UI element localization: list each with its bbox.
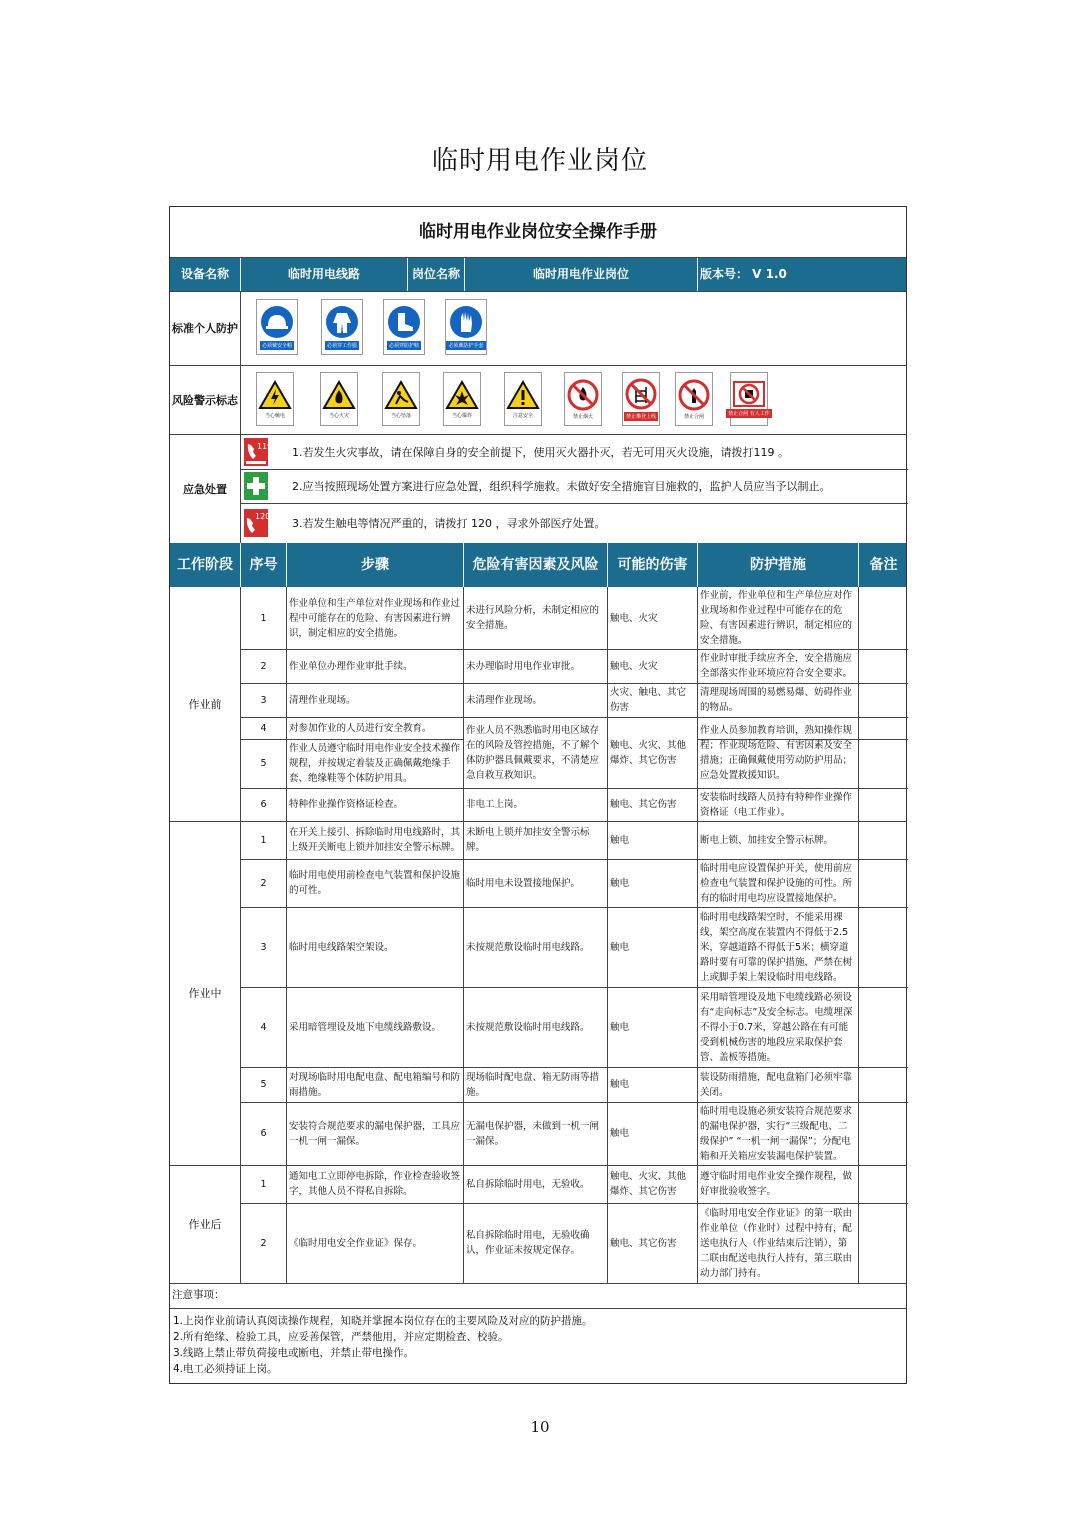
- row-hazard: 现场临时配电盘、箱无防雨等措施。: [466, 1071, 600, 1098]
- row-injury: 触电、火灾、其他爆炸、其它伤害: [610, 739, 687, 766]
- row-hazard: 未进行风险分析，未制定相应的安全措施。: [466, 605, 600, 631]
- post-value: 临时用电作业岗位: [465, 257, 698, 291]
- warning-sign: 当心触电: [256, 372, 294, 426]
- fire-warning-icon: [322, 380, 356, 410]
- page-title: 临时用电作业岗位: [431, 146, 648, 176]
- row-number: 4: [260, 722, 267, 734]
- row-injury: 触电: [610, 834, 630, 846]
- notes-title: 注意事项：: [172, 1289, 225, 1301]
- row-measure: 作业人员参加教育培训，熟知操作规程；作业现场危险、有害因素及安全措施；正确佩戴使用劳动防护用品；应急处置救援知识。: [700, 724, 853, 781]
- row-step: 清理作业现场。: [289, 694, 356, 706]
- stage-after: 作业后: [188, 1218, 222, 1231]
- row-step: 在开关上接引、拆除临时用电线路时，其上级开关断电上锁并加挂安全警示标牌。: [289, 827, 461, 853]
- row-injury: 火灾、触电、其它伤害: [610, 687, 687, 713]
- row-step: 《临时用电安全作业证》保存。: [289, 1237, 423, 1249]
- emergency-text: 3.若发生触电等情况严重的，请拨打 120 ，寻求外部医疗处置。: [292, 517, 606, 530]
- row-measure: 《临时用电安全作业证》的第一联由作业单位（作业时）过程中持有，配送电执行人（作业结束后注销），第二联由配送电执行人持有，第三联由动力部门持有。: [700, 1207, 853, 1279]
- row-number: 3: [260, 694, 267, 706]
- row-injury: 触电: [610, 1079, 630, 1090]
- emergency-text: 1.若发生火灾事故，请在保障自身的安全前提下，使用灭火器扑灭，若无可用灭火设施，请拨打119 。: [292, 445, 789, 459]
- emergency-item: [241, 434, 908, 469]
- post-label: 岗位名称: [408, 257, 465, 291]
- emergency-item: [241, 503, 908, 543]
- row-injury: 触电: [610, 1021, 630, 1033]
- no-fire-icon: [567, 379, 599, 411]
- row-step: 作业单位办理作业审批手续。: [289, 660, 413, 672]
- row-number: 3: [260, 941, 267, 953]
- caution-warning-icon: [506, 380, 540, 410]
- note-item: 1.上岗作业前请认真阅读操作规程，知晓并掌握本岗位存在的主要风险及对应的防护措施。: [173, 1315, 593, 1327]
- hard-hat-icon: [260, 305, 294, 339]
- note-item: 2.所有绝缘、检验工具，应妥善保管，严禁他用，并应定期检查、校验。: [173, 1331, 509, 1343]
- row-step: 安装符合规范要求的漏电保护器，工具应一机一闸一漏保。: [289, 1120, 461, 1147]
- row-step: 临时用电线路架空架设。: [289, 941, 394, 953]
- row-number: 6: [260, 1128, 267, 1139]
- row-number: 4: [260, 1021, 267, 1033]
- row-step: 作业单位和生产单位对作业现场和作业过程中可能存在的危险、有害因素进行辨识，制定相应的安全措施。: [289, 597, 461, 639]
- row-hazard: 未断电上锁并加挂安全警示标牌。: [466, 827, 590, 853]
- equip-value: 临时用电线路: [241, 257, 408, 291]
- row-measure: 临时用电应设置保护开关，使用前应检查电气装置和保护设施的可性。所有的临时用电均应设置接地保护。: [700, 862, 853, 904]
- stage-before: 作业前: [188, 698, 222, 711]
- electric-shock-warning-icon: [258, 380, 292, 410]
- emergency-label: 应急处置: [183, 482, 227, 496]
- row-hazard: 未办理临时用电作业审批。: [466, 660, 581, 672]
- ppe-label: 标准个人防护: [172, 322, 238, 335]
- no-touch-icon: [678, 379, 710, 411]
- note-item: 3.线路上禁止带负荷接电或断电，并禁止带电操作。: [173, 1347, 415, 1359]
- row-number: 2: [260, 660, 267, 672]
- row-hazard: 作业人员不熟悉临时用电区域存在的风险及管控措施，不了解个体防护器具佩戴要求，不清楚应急自救互救知识。: [466, 724, 600, 781]
- warning-sign: 当心爆炸: [443, 372, 481, 426]
- row-number: 2: [260, 1237, 267, 1249]
- row-number: 1: [260, 1178, 267, 1190]
- row-hazard: 私自拆除临时用电，无验收确认，作业证未按规定保存。: [466, 1230, 590, 1256]
- first-aid-icon: [244, 472, 268, 500]
- table-header: [170, 543, 906, 587]
- row-step: 采用暗管埋设及地下电缆线路敷设。: [289, 1021, 442, 1033]
- ambulance-phone-120-icon: [244, 509, 271, 537]
- note-item: 4.电工必须持证上岗。: [173, 1363, 278, 1375]
- ppe-sign: 必须戴防护手套: [445, 299, 487, 355]
- col-step: 步骤: [287, 543, 464, 587]
- row-injury: 触电、火灾: [610, 660, 658, 672]
- row-measure: 安装临时线路人员持有特种作业操作资格证（电工作业）。: [700, 791, 853, 818]
- row-hazard: 未按规范敷设临时用电线路。: [466, 1021, 590, 1033]
- row-measure: 临时用电线路架空时，不能采用裸线，架空高度在装置内不得低于2.5米，穿越道路不得低于5米；横穿道路时要有可靠的保护措施，严禁在树上或脚手架上架设临时用电线路。: [700, 911, 853, 983]
- row-number: 5: [260, 758, 267, 769]
- col-injury: 可能的伤害: [608, 543, 698, 587]
- row-hazard: 无漏电保护器，未做到一机一闸一漏保。: [466, 1120, 600, 1147]
- row-hazard: 私自拆除临时用电，无验收。: [466, 1178, 590, 1190]
- row-injury: 触电: [610, 1128, 630, 1139]
- row-injury: 触电、其它伤害: [610, 799, 677, 810]
- row-hazard: 非电工上岗。: [466, 799, 524, 810]
- row-measure: 采用暗管埋设及地下电缆线路必须设有“走向标志”及安全标志。电缆埋深不得小于0.7米，穿越公路在有可能受到机械伤害的地段应采取保护套管、盖板等措施。: [700, 991, 853, 1063]
- row-measure: 作业时审批手续应齐全，安全措施应全部落实作业环境应符合安全要求。: [700, 653, 853, 679]
- svg-text:119: 119: [257, 441, 273, 451]
- col-note: 备注: [869, 557, 898, 573]
- warning-sign: 当心坠落: [382, 372, 420, 426]
- version-label: 版本号： V 1.0: [700, 267, 787, 281]
- row-measure: 临时用电设施必须安装符合规范要求的漏电保护器，实行“三级配电、二级保护” “一机一闸一漏保”；分配电箱和开关箱应安装漏电保护装置。: [700, 1105, 853, 1162]
- ppe-sign: 必须戴安全帽: [256, 299, 298, 355]
- emergency-text: 2.应当按照现场处置方案进行应急处置，组织科学施救。未做好安全措施盲目施救的，监护人员应当予以制止。: [292, 480, 831, 493]
- row-number: 6: [260, 799, 267, 810]
- manual-title: 临时用电作业岗位安全操作手册: [419, 222, 657, 242]
- prohibition-sign: 禁止攀登上线: [622, 372, 660, 426]
- safety-manual-table: [169, 206, 907, 1384]
- row-number: 5: [260, 1079, 267, 1090]
- warnings-label: 风险警示标志: [172, 393, 238, 407]
- row-step: 对参加作业的人员进行安全教育。: [289, 722, 432, 734]
- row-step: 特种作业操作资格证检查。: [289, 799, 404, 810]
- col-stage: 工作阶段: [170, 543, 241, 587]
- row-step: 通知电工立即停电拆除，作业检查验收签字，其他人员不得私自拆除。: [289, 1171, 461, 1197]
- protective-suit-icon: [325, 305, 359, 339]
- no-climbing-icon: [625, 378, 657, 410]
- row-measure: 作业前，作业单位和生产单位应对作业现场和作业过程中可能存在的危险、有害因素进行辨识，制定相应的安全措施。: [700, 590, 853, 646]
- warning-sign: 当心火灾: [320, 372, 358, 426]
- explosion-warning-icon: [445, 380, 479, 410]
- row-step: 临时用电使用前检查电气装置和保护设施的可性。: [289, 870, 461, 896]
- prohibition-sign: 禁止合闸 有人工作: [730, 372, 768, 426]
- prohibition-sign: 禁止合闸: [675, 372, 713, 426]
- row-hazard: 临时用电未设置接地保护。: [466, 877, 581, 889]
- protective-gloves-icon: [449, 305, 483, 339]
- ppe-sign: 必须穿工作服: [321, 299, 363, 355]
- warning-sign: 注意安全: [504, 372, 542, 426]
- col-measure: 防护措施: [698, 543, 859, 587]
- row-step: 作业人员遵守临时用电作业安全技术操作规程，并按规定着装及正确佩戴绝缘手套、绝缘鞋等个体防护用具。: [289, 743, 461, 784]
- row-measure: 断电上锁、加挂安全警示标牌。: [700, 834, 834, 846]
- row-injury: 触电: [610, 941, 630, 953]
- header-band: [170, 257, 906, 291]
- fall-warning-icon: [384, 380, 418, 410]
- row-hazard: 未清理作业现场。: [466, 694, 543, 706]
- row-measure: 清理现场周围的易燃易爆、妨碍作业的物品。: [700, 687, 853, 713]
- fire-phone-119-icon: [244, 438, 273, 466]
- page-number: 10: [530, 1418, 550, 1436]
- emergency-item: [241, 469, 908, 503]
- stage-during: 作业中: [188, 987, 222, 1000]
- row-injury: 触电、火灾、其他爆炸、其它伤害: [610, 1171, 687, 1197]
- row-hazard: 未按规范敷设临时用电线路。: [466, 941, 590, 953]
- row-measure: 遵守临时用电作业安全操作规程，做好审批验收签字。: [700, 1171, 853, 1197]
- row-number: 1: [260, 834, 267, 846]
- prohibition-sign: 禁止烟火: [564, 372, 602, 426]
- svg-text:120: 120: [255, 512, 271, 521]
- col-hazard: 危险有害因素及风险: [464, 543, 608, 587]
- row-injury: 触电、火灾: [610, 612, 658, 624]
- no-switch-on-icon: [733, 381, 765, 407]
- ppe-sign: 必须穿防护鞋: [383, 299, 425, 355]
- col-no: 序号: [241, 543, 287, 587]
- row-injury: 触电、其它伤害: [610, 1237, 677, 1249]
- row-injury: 触电: [610, 877, 630, 889]
- row-number: 1: [260, 612, 267, 624]
- equip-label: 设备名称: [170, 257, 241, 291]
- notes-list: [173, 1313, 593, 1377]
- row-number: 2: [260, 877, 267, 889]
- row-measure: 装设防雨措施，配电盘箱门必须牢靠关闭。: [700, 1071, 853, 1098]
- protective-boots-icon: [387, 305, 421, 339]
- row-step: 对现场临时用电配电盘、配电箱编号和防雨措施。: [289, 1071, 461, 1098]
